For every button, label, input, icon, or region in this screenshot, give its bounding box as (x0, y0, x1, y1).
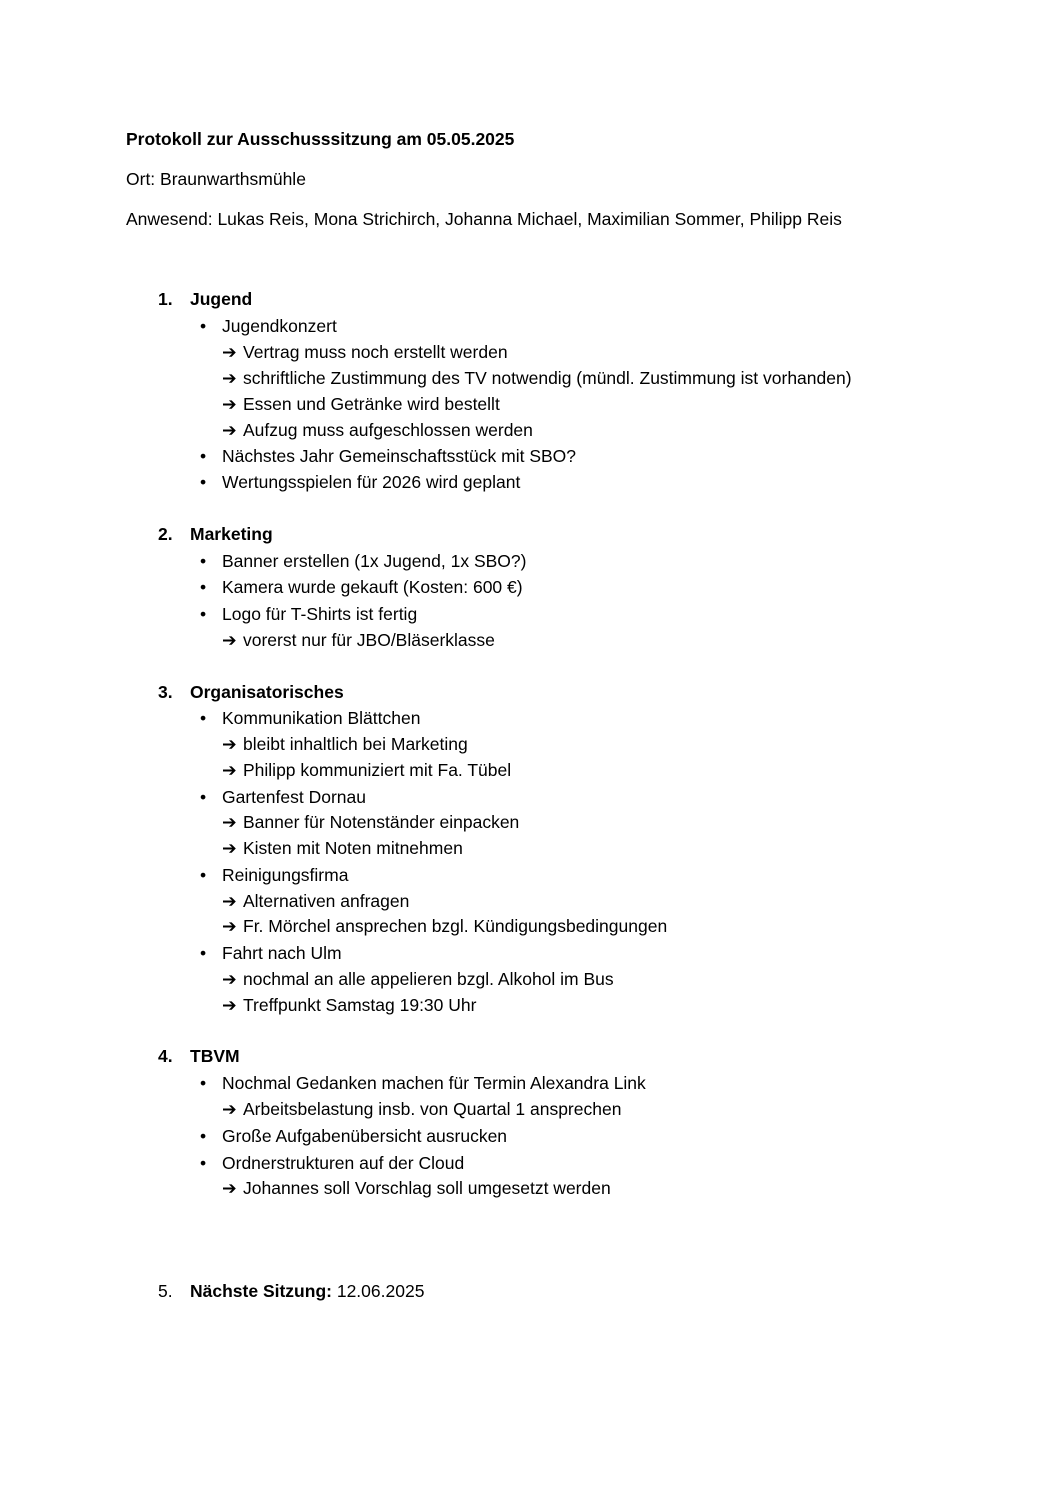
list-item: Gartenfest Dornau (222, 787, 366, 807)
list-subitem: bleibt inhaltlich bei Marketing (243, 734, 468, 754)
arrow-right-icon: ➔ (222, 1178, 237, 1198)
list-subitem: schriftliche Zustimmung des TV notwendig (mündl. Zustimmung ist vorhanden) (243, 368, 852, 388)
bullet-icon: • (200, 551, 207, 571)
list-subitem: Treffpunkt Samstag 19:30 Uhr (243, 995, 477, 1015)
arrow-right-icon: ➔ (222, 420, 237, 440)
arrow-right-icon: ➔ (222, 368, 237, 388)
bullet-icon: • (200, 787, 207, 807)
list-subitem: Fr. Mörchel ansprechen bzgl. Kündigungsbedingungen (243, 916, 668, 936)
section-number: 2. (158, 524, 173, 544)
list-subitem: Aufzug muss aufgeschlossen werden (243, 420, 533, 440)
bullet-icon: • (200, 865, 207, 885)
document-title: Protokoll zur Ausschusssitzung am 05.05.2025 (126, 129, 515, 149)
next-meeting-date: 12.06.2025 (336, 1281, 425, 1301)
bullet-icon: • (200, 604, 207, 624)
bullet-icon: • (200, 472, 207, 492)
list-subitem: Vertrag muss noch erstellt werden (243, 342, 508, 362)
arrow-right-icon: ➔ (222, 812, 237, 832)
section-title: TBVM (190, 1046, 240, 1066)
arrow-right-icon: ➔ (222, 734, 237, 754)
section-number: 3. (158, 682, 173, 702)
arrow-right-icon: ➔ (222, 760, 237, 780)
arrow-right-icon: ➔ (222, 630, 237, 650)
arrow-right-icon: ➔ (222, 916, 237, 936)
list-item: Logo für T-Shirts ist fertig (222, 604, 418, 624)
section-title: Marketing (190, 524, 273, 544)
list-item: Große Aufgabenübersicht ausrucken (222, 1126, 508, 1146)
section-title: Organisatorisches (190, 682, 344, 702)
arrow-right-icon: ➔ (222, 969, 237, 989)
bullet-icon: • (200, 1073, 207, 1093)
arrow-right-icon: ➔ (222, 394, 237, 414)
next-meeting (190, 1280, 424, 1302)
next-meeting-label: Nächste Sitzung: (190, 1281, 332, 1301)
list-item: Jugendkonzert (222, 316, 337, 336)
list-subitem: Philipp kommuniziert mit Fa. Tübel (243, 760, 512, 780)
bullet-icon: • (200, 577, 207, 597)
section-title: Jugend (190, 289, 253, 309)
list-subitem: nochmal an alle appelieren bzgl. Alkohol im Bus (243, 969, 614, 989)
bullet-icon: • (200, 446, 207, 466)
list-item: Nochmal Gedanken machen für Termin Alexandra Link (222, 1073, 646, 1093)
list-subitem: Johannes soll Vorschlag soll umgesetzt werden (243, 1178, 611, 1198)
bullet-icon: • (200, 316, 207, 336)
list-subitem: Banner für Notenständer einpacken (243, 812, 520, 832)
list-item: Nächstes Jahr Gemeinschaftsstück mit SBO? (222, 446, 577, 466)
arrow-right-icon: ➔ (222, 891, 237, 911)
section-number: 1. (158, 289, 173, 309)
section-number: 5. (158, 1281, 173, 1301)
list-subitem: Alternativen anfragen (243, 891, 410, 911)
arrow-right-icon: ➔ (222, 838, 237, 858)
bullet-icon: • (200, 943, 207, 963)
list-item: Kamera wurde gekauft (Kosten: 600 €) (222, 577, 523, 597)
meeting-location: Ort: Braunwarthsmühle (126, 169, 306, 189)
arrow-right-icon: ➔ (222, 342, 237, 362)
list-item: Banner erstellen (1x Jugend, 1x SBO?) (222, 551, 527, 571)
list-subitem: Kisten mit Noten mitnehmen (243, 838, 463, 858)
list-item: Ordnerstrukturen auf der Cloud (222, 1153, 465, 1173)
arrow-right-icon: ➔ (222, 995, 237, 1015)
list-subitem: Arbeitsbelastung insb. von Quartal 1 ansprechen (243, 1099, 622, 1119)
list-item: Wertungsspielen für 2026 wird geplant (222, 472, 521, 492)
arrow-right-icon: ➔ (222, 1099, 237, 1119)
meeting-attendees: Anwesend: Lukas Reis, Mona Strichirch, Johanna Michael, Maximilian Sommer, Philipp Reis (126, 209, 842, 229)
list-subitem: Essen und Getränke wird bestellt (243, 394, 500, 414)
bullet-icon: • (200, 1153, 207, 1173)
list-item: Fahrt nach Ulm (222, 943, 342, 963)
bullet-icon: • (200, 708, 207, 728)
list-subitem: vorerst nur für JBO/Bläserklasse (243, 630, 495, 650)
section-number: 4. (158, 1046, 173, 1066)
bullet-icon: • (200, 1126, 207, 1146)
list-item: Kommunikation Blättchen (222, 708, 421, 728)
list-item: Reinigungsfirma (222, 865, 349, 885)
